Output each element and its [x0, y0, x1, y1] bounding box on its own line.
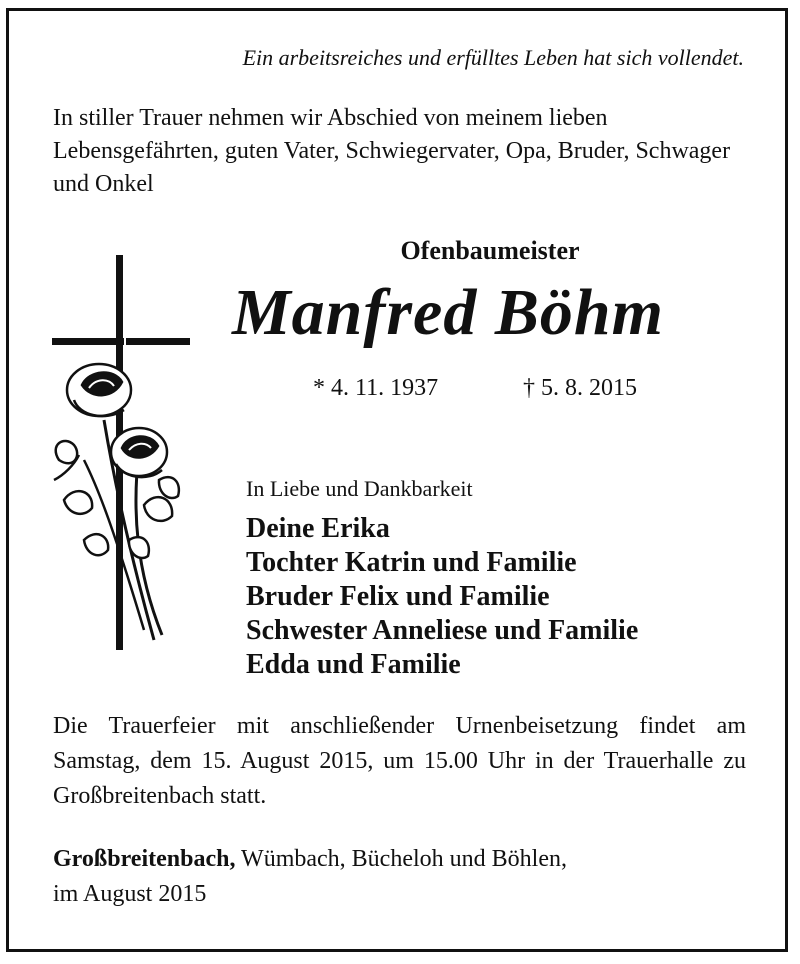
deceased-title: Ofenbaumeister — [400, 236, 580, 265]
place-and-date — [53, 842, 567, 912]
ceremony-text: Die Trauerfeier mit anschließender Urnenbeisetzung findet am Samstag, dem 15. August 2015, um 15.00 Uhr in der Trauerhalle zu Großbreitenbach statt. — [53, 713, 746, 809]
place-rest: Wümbach, Bücheloh und Böhlen, — [235, 846, 567, 872]
death-date: † 5. 8. 2015 — [523, 375, 637, 401]
mourner-name: Edda und Familie — [246, 649, 461, 680]
mourner-name: Tochter Katrin und Familie — [246, 547, 577, 578]
deceased-name: Manfred Böhm — [232, 276, 664, 349]
motto: Ein arbeitsreiches und erfülltes Leben hat sich vollendet. — [242, 45, 744, 70]
cross-with-roses-icon — [44, 250, 194, 660]
intro-text: In stiller Trauer nehmen wir Abschied von meinem lieben Lebensgefährten, guten Vater, Schwiegervater, Opa, Bruder, Schwager und Onkel — [53, 105, 731, 197]
notice-date: im August 2015 — [53, 881, 207, 907]
birth-date: * 4. 11. 1937 — [313, 375, 439, 401]
mourners-list — [246, 512, 638, 682]
mourners-intro: In Liebe und Dankbarkeit — [246, 476, 473, 501]
place-main: Großbreitenbach, — [53, 846, 236, 872]
mourner-name: Schwester Anneliese und Familie — [246, 615, 639, 646]
mourner-name: Bruder Felix und Familie — [246, 581, 550, 612]
mourner-name: Deine Erika — [246, 513, 390, 544]
